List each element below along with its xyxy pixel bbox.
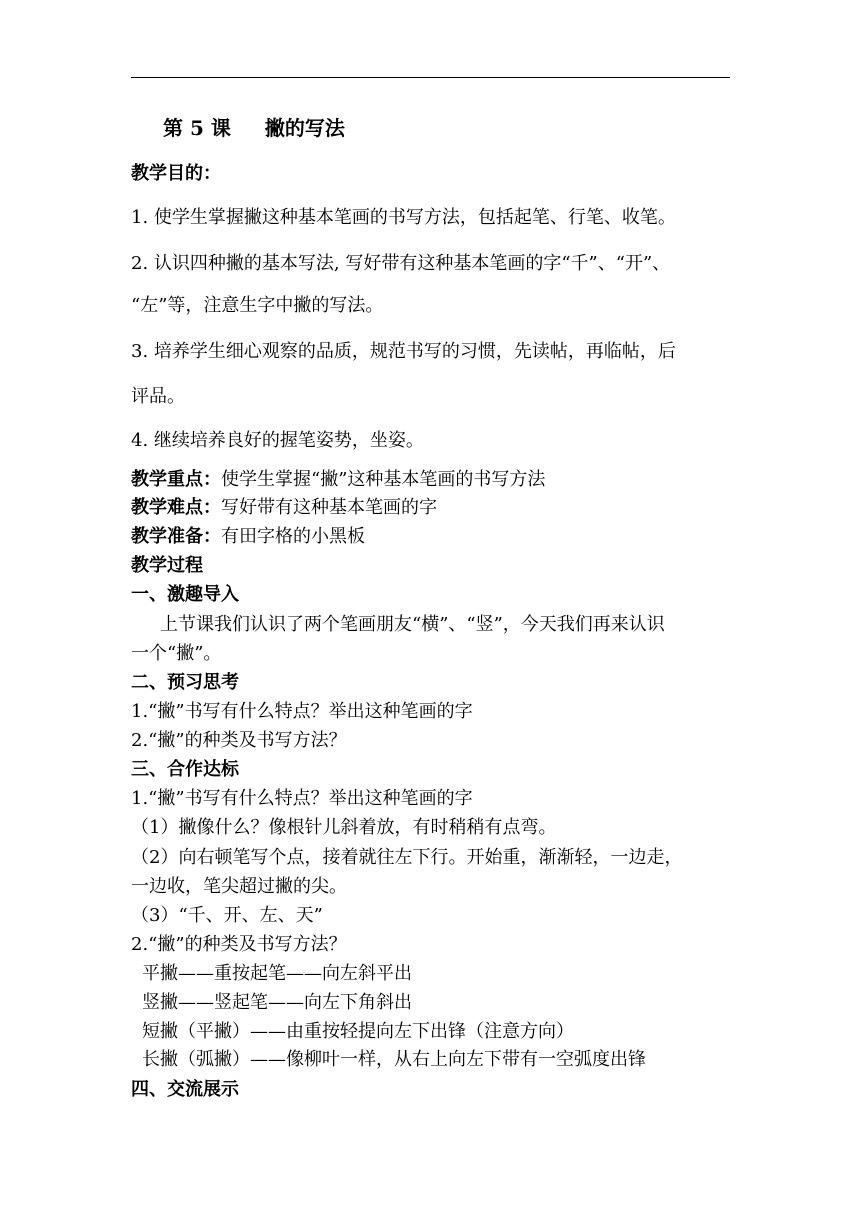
section-1-heading: 一、激趣导入 — [131, 584, 239, 605]
lesson-number: 第 5 课 — [163, 116, 231, 140]
process-heading: 教学过程 — [131, 555, 203, 576]
objective-item-4: 4. 继续培养良好的握笔姿势，坐姿。 — [131, 430, 424, 451]
section-3-answer-1: （1）撇像什么？像根针儿斜着放，有时稍稍有点弯。 — [131, 817, 557, 838]
header-rule — [131, 77, 730, 78]
preparation-text: 有田字格的小黑板 — [221, 526, 365, 547]
section-3-answer-2-line-2: 一边收，笔尖超过撇的尖。 — [131, 876, 347, 897]
section-2-question-1: 1.“撇”书写有什么特点？举出这种笔画的字 — [131, 701, 473, 722]
section-4-heading: 四、交流展示 — [131, 1079, 239, 1100]
section-3-question-2: 2.“撇”的种类及书写方法？ — [131, 934, 347, 955]
section-1-line-2: 一个“撇”。 — [131, 643, 222, 664]
objective-item-3-line-2: 评品。 — [131, 386, 185, 407]
key-point-row — [131, 469, 545, 491]
page-title — [163, 117, 345, 139]
section-2-heading: 二、预习思考 — [131, 672, 239, 693]
stroke-type-item: 长撇（弧撇）——像柳叶一样，从右上向左下带有一空弧度出锋 — [142, 1049, 646, 1070]
section-3-answer-3: （3）“千、开、左、天” — [131, 905, 323, 926]
difficulty-text: 写好带有这种基本笔画的字 — [221, 497, 437, 518]
objective-item-2-line-1: 2. 认识四种撇的基本写法, 写好带有这种基本笔画的字“千”、“开”、 — [131, 253, 671, 274]
section-2-question-2: 2.“撇”的种类及书写方法？ — [131, 730, 347, 751]
section-3-heading: 三、合作达标 — [131, 759, 239, 780]
preparation-row — [131, 526, 365, 548]
objective-item-2-line-2: “左”等，注意生字中撇的写法。 — [131, 295, 384, 316]
section-3-question-1: 1.“撇”书写有什么特点？举出这种笔画的字 — [131, 788, 473, 809]
stroke-type-item: 短撇（平撇）——由重按轻提向左下出锋（注意方向） — [142, 1021, 574, 1042]
objective-item-1: 1. 使学生掌握撇这种基本笔画的书写方法，包括起笔、行笔、收笔。 — [131, 207, 676, 228]
stroke-type-item: 平撇——重按起笔——向左斜平出 — [142, 963, 412, 984]
key-point-label: 教学重点： — [131, 469, 221, 490]
difficulty-row — [131, 497, 437, 519]
difficulty-label: 教学难点： — [131, 497, 221, 518]
key-point-text: 使学生掌握“撇”这种基本笔画的书写方法 — [221, 469, 546, 490]
lesson-topic: 撇的写法 — [264, 116, 345, 140]
section-3-answer-2-line-1: （2）向右顿笔写个点，接着就往左下行。开始重，渐渐轻，一边走， — [131, 847, 683, 868]
objective-item-3-line-1: 3. 培养学生细心观察的品质，规范书写的习惯，先读帖，再临帖，后 — [131, 341, 676, 362]
objectives-heading: 教学目的： — [131, 163, 221, 184]
stroke-type-item: 竖撇——竖起笔——向左下角斜出 — [142, 992, 412, 1013]
preparation-label: 教学准备： — [131, 526, 221, 547]
section-1-line-1: 上节课我们认识了两个笔画朋友“横”、“竖”，今天我们再来认识 — [160, 614, 665, 635]
